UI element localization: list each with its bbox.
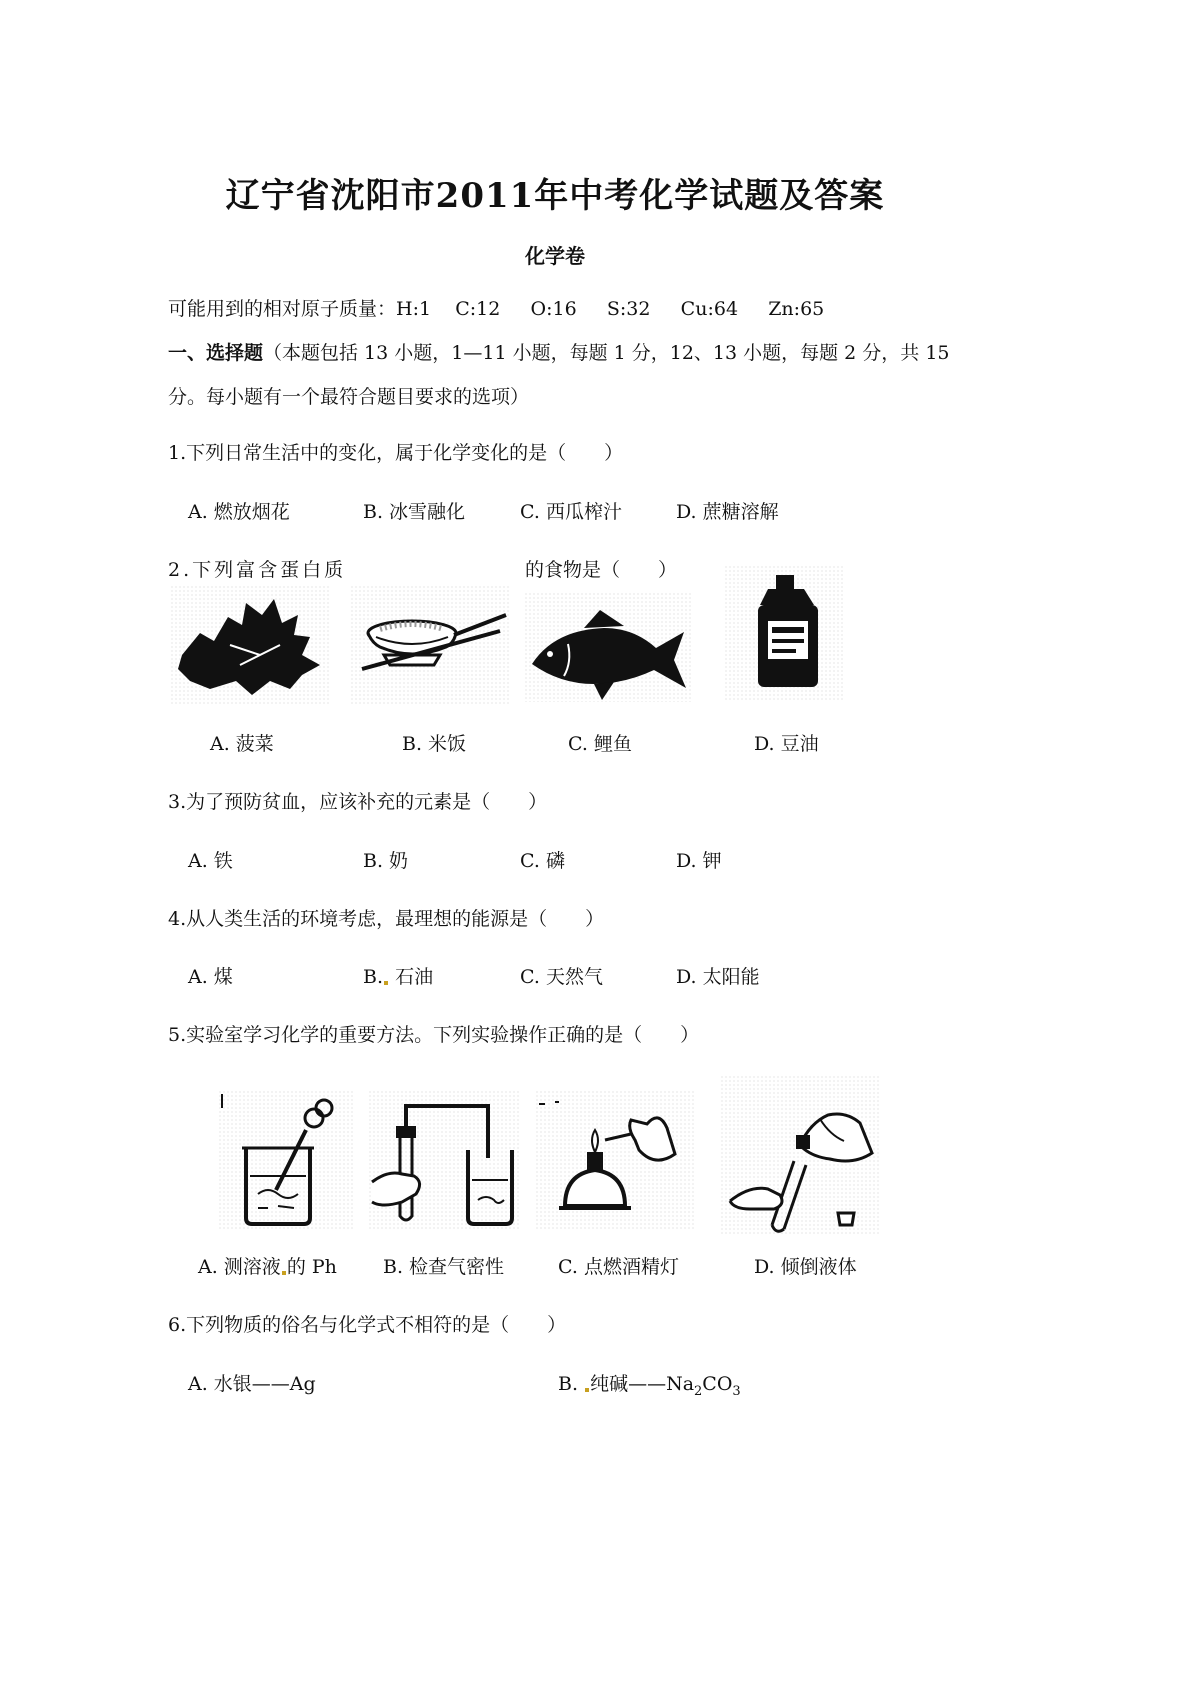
atomic-masses: 可能用到的相对原子质量：H:1 C:12 O:16 S:32 Cu:64 Zn:65 [168, 298, 825, 320]
question-4-option-a: A. 煤 [188, 966, 233, 988]
question-2-stem-part2: 的食物是（ ） [525, 559, 678, 581]
question-5-option-a-text: A. 测溶液 [198, 1256, 281, 1278]
question-6-stem: 6.下列物质的俗名与化学式不相符的是（ ） [168, 1314, 567, 1336]
question-2-option-c: C. 鲤鱼 [568, 733, 632, 755]
subscript: 3 [732, 1383, 741, 1399]
question-6-option-a: A. 水银——Ag [188, 1373, 316, 1395]
question-2-option-a: A. 菠菜 [210, 733, 274, 755]
question-2-stem-part1: 2.下列富含蛋白质 [168, 559, 347, 581]
question-2-option-d: D. 豆油 [754, 733, 819, 755]
question-4-option-d: D. 太阳能 [676, 966, 760, 988]
page-title: 辽宁省沈阳市2011年中考化学试题及答案 [225, 176, 885, 216]
page-subtitle: 化学卷 [525, 244, 585, 268]
question-4-stem: 4.从人类生活的环境考虑，最理想的能源是（ ） [168, 908, 605, 930]
question-1-option-d: D. 蔗糖溶解 [676, 501, 779, 523]
question-1-option-c: C. 西瓜榨汁 [520, 501, 622, 523]
question-3-option-a: A. 铁 [188, 850, 233, 872]
section-description: （本题包括 13 小题，1—11 小题，每题 1 分，12、13 小题，每题 2 分，共 15 [263, 342, 950, 364]
question-1-stem: 1.下列日常生活中的变化，属于化学变化的是（ ） [168, 442, 624, 464]
question-2-option-b: B. 米饭 [402, 733, 467, 755]
question-6-option-b-letter: B. [558, 1373, 579, 1395]
ph-test-image [218, 1090, 353, 1230]
question-1-option-b: B. 冰雪融化 [363, 501, 466, 523]
spinach-image [170, 585, 330, 705]
question-4-option-b [363, 968, 433, 987]
question-4-option-b-text: 石油 [395, 966, 434, 988]
section-heading: 一、选择题 [168, 342, 264, 364]
question-5-option-d: D. 倾倒液体 [754, 1256, 857, 1278]
question-5-option-a [198, 1258, 337, 1277]
formula-part: CO [702, 1373, 733, 1395]
alcohol-lamp-image [535, 1090, 695, 1230]
question-5-stem: 5.实验室学习化学的重要方法。下列实验操作正确的是（ ） [168, 1024, 700, 1046]
decorative-dot [384, 981, 388, 985]
question-5-option-b: B. 检查气密性 [383, 1256, 505, 1278]
question-5-option-c: C. 点燃酒精灯 [558, 1256, 679, 1278]
section-heading-line [168, 344, 950, 363]
question-3-option-c: C. 磷 [520, 850, 565, 872]
question-4-option-c: C. 天然气 [520, 966, 603, 988]
question-6-option-b [558, 1375, 741, 1398]
question-3-option-b: B. 奶 [363, 850, 409, 872]
decorative-dot [282, 1271, 286, 1275]
question-1-option-a: A. 燃放烟花 [188, 501, 290, 523]
question-3-option-d: D. 钾 [676, 850, 722, 872]
airtightness-check-image [368, 1090, 520, 1230]
section-description-cont: 分。每小题有一个最符合题目要求的选项） [168, 386, 530, 408]
question-4-option-b-letter: B. [363, 966, 384, 988]
subscript: 2 [694, 1383, 703, 1399]
pour-liquid-image [720, 1075, 880, 1235]
rice-bowl-image [350, 585, 510, 705]
question-6-option-b-text: 纯碱——Na [590, 1373, 695, 1395]
soybean-oil-image [724, 565, 844, 700]
decorative-dot [585, 1388, 589, 1392]
question-3-stem: 3.为了预防贫血，应该补充的元素是（ ） [168, 791, 548, 813]
question-5-option-a-text-cont: 的 Ph [286, 1256, 337, 1278]
carp-fish-image [524, 592, 692, 702]
